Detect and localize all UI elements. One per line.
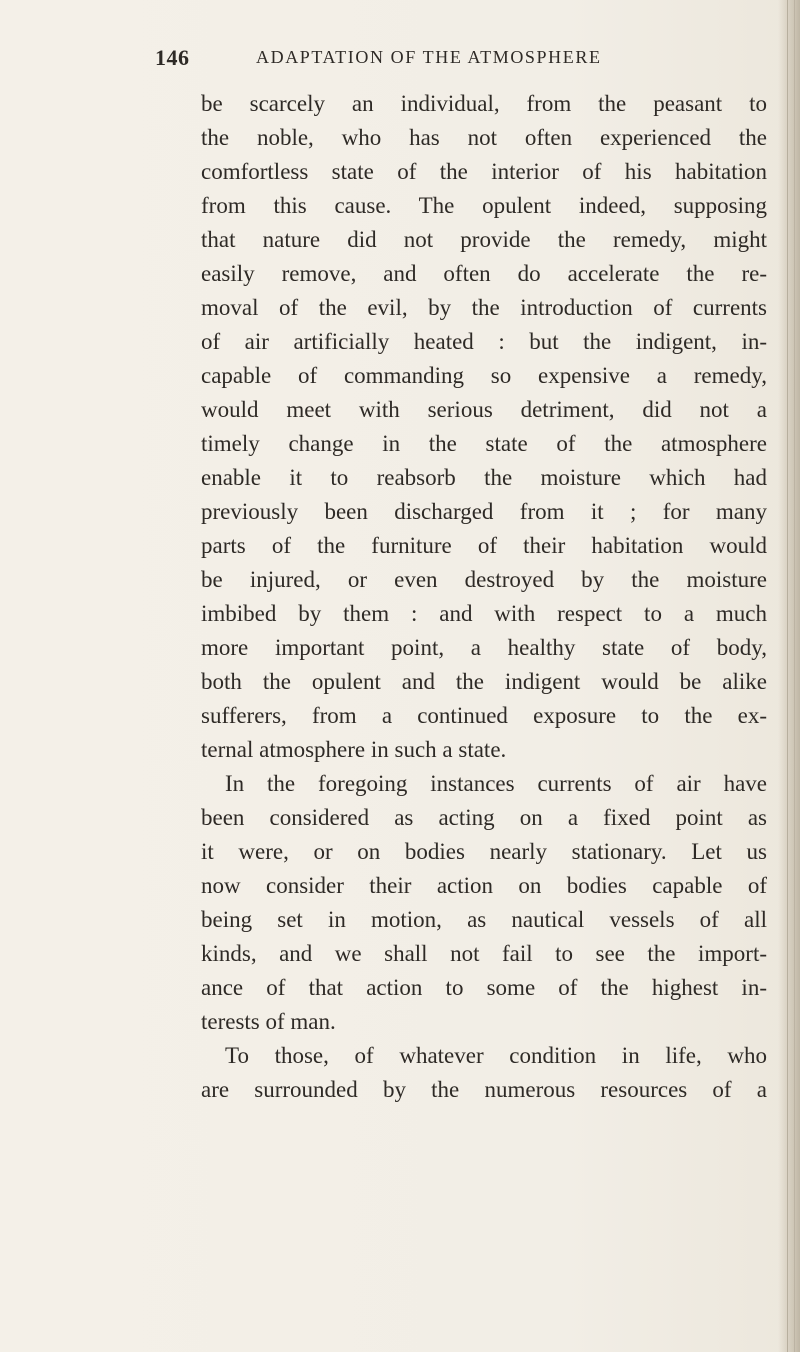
text-line: be injured, or even destroyed by the moisture <box>201 567 767 592</box>
page-edge-line-outer <box>794 0 795 1352</box>
text-line: To those, of whatever condition in life, who <box>225 1043 767 1068</box>
text-line: would meet with serious detriment, did not a <box>201 397 767 422</box>
text-line: be scarcely an individual, from the peasant to <box>201 91 767 116</box>
text-line: been considered as acting on a fixed point as <box>201 805 767 830</box>
text-line: moval of the evil, by the introduction of currents <box>201 295 767 320</box>
text-line: it were, or on bodies nearly stationary. Let us <box>201 839 767 864</box>
page-edge-line <box>787 0 788 1352</box>
body-text <box>201 87 767 1107</box>
text-line: terests of man. <box>201 1009 336 1034</box>
text-line: more important point, a healthy state of body, <box>201 635 767 660</box>
text-line: enable it to reabsorb the moisture which had <box>201 465 767 490</box>
text-line: capable of commanding so expensive a remedy, <box>201 363 767 388</box>
text-line: now consider their action on bodies capable of <box>201 873 767 898</box>
text-line: from this cause. The opulent indeed, supposing <box>201 193 767 218</box>
text-line: being set in motion, as nautical vessels of all <box>201 907 767 932</box>
text-line: parts of the furniture of their habitation would <box>201 533 767 558</box>
running-title: ADAPTATION OF THE ATMOSPHERE <box>256 47 602 67</box>
text-line: ternal atmosphere in such a state. <box>201 737 507 762</box>
text-line: are surrounded by the numerous resources of a <box>201 1077 767 1102</box>
page-binding-edge <box>778 0 800 1352</box>
text-line: easily remove, and often do accelerate the re- <box>201 261 767 286</box>
text-line: comfortless state of the interior of his habitation <box>201 159 767 184</box>
text-line: of air artificially heated : but the indigent, in- <box>201 329 767 354</box>
text-line: kinds, and we shall not fail to see the import- <box>201 941 767 966</box>
text-line: the noble, who has not often experienced the <box>201 125 767 150</box>
running-head <box>155 45 775 75</box>
text-line: that nature did not provide the remedy, might <box>201 227 767 252</box>
page-number: 146 <box>155 45 190 70</box>
text-line: previously been discharged from it ; for many <box>201 499 767 524</box>
text-line: both the opulent and the indigent would be alike <box>201 669 767 694</box>
text-line: In the foregoing instances currents of air have <box>225 771 767 796</box>
text-line: ance of that action to some of the highest in- <box>201 975 767 1000</box>
text-line: timely change in the state of the atmosphere <box>201 431 767 456</box>
text-line: sufferers, from a continued exposure to the ex- <box>201 703 767 728</box>
text-line: imbibed by them : and with respect to a much <box>201 601 767 626</box>
